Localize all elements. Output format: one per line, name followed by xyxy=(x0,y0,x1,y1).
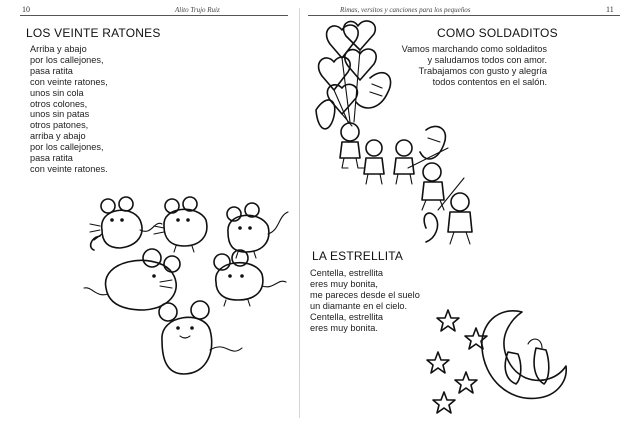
left-page xyxy=(0,0,300,427)
verse-line: eres muy bonita, xyxy=(310,278,378,289)
verse-line: por los callejones, xyxy=(30,142,104,153)
left-running-header: Alito Trujo Ruiz xyxy=(175,6,220,14)
left-page-number: 10 xyxy=(22,5,30,14)
verse-line: pasa ratita xyxy=(30,65,73,76)
verse-line: arriba y abajo xyxy=(30,131,86,142)
right-page-number: 11 xyxy=(606,5,614,14)
verse-line: y saludamos todos con amor. xyxy=(427,54,547,65)
verse-line: todos contentos en el salón. xyxy=(432,76,547,87)
poem-body-veinte-ratones xyxy=(30,44,108,175)
mice-illustration xyxy=(80,190,300,390)
left-header-rule xyxy=(20,15,288,16)
verse-line: Vamos marchando como soldaditos xyxy=(401,44,547,54)
verse-line: otros colones, xyxy=(30,98,88,109)
verse-line: con veinte ratones, xyxy=(30,76,108,87)
verse-line: eres muy bonita. xyxy=(310,322,378,333)
verse-line: Arriba y abajo xyxy=(30,44,87,54)
verse-line: me pareces desde el suelo xyxy=(310,289,420,300)
right-header-rule xyxy=(308,15,620,16)
moon-stars-illustration xyxy=(428,308,578,418)
verse-line: Trabajamos con gusto y alegría xyxy=(418,65,547,76)
poem-title-veinte-ratones: LOS VEINTE RATONES xyxy=(26,26,161,40)
verse-line: Centella, estrellita xyxy=(310,268,384,278)
verse-line: Centella, estrellita xyxy=(310,311,384,322)
verse-line: unos sin patas xyxy=(30,109,90,120)
poem-body-estrellita xyxy=(310,268,420,333)
children-balloons-illustration xyxy=(308,18,488,250)
verse-line: con veinte ratones. xyxy=(30,163,108,174)
verse-line: pasa ratita xyxy=(30,153,73,164)
verse-line: un diamante en el cielo. xyxy=(310,300,408,311)
right-running-header: Rimas, versitos y canciones para los pequeños xyxy=(340,6,471,14)
verse-line: otros patones, xyxy=(30,120,89,131)
verse-line: por los callejones, xyxy=(30,54,104,65)
right-page xyxy=(300,0,640,427)
verse-line: unos sin cola xyxy=(30,87,84,98)
poem-title-soldaditos: COMO SOLDADITOS xyxy=(437,26,558,40)
poem-title-estrellita: LA ESTRELLITA xyxy=(312,249,404,263)
